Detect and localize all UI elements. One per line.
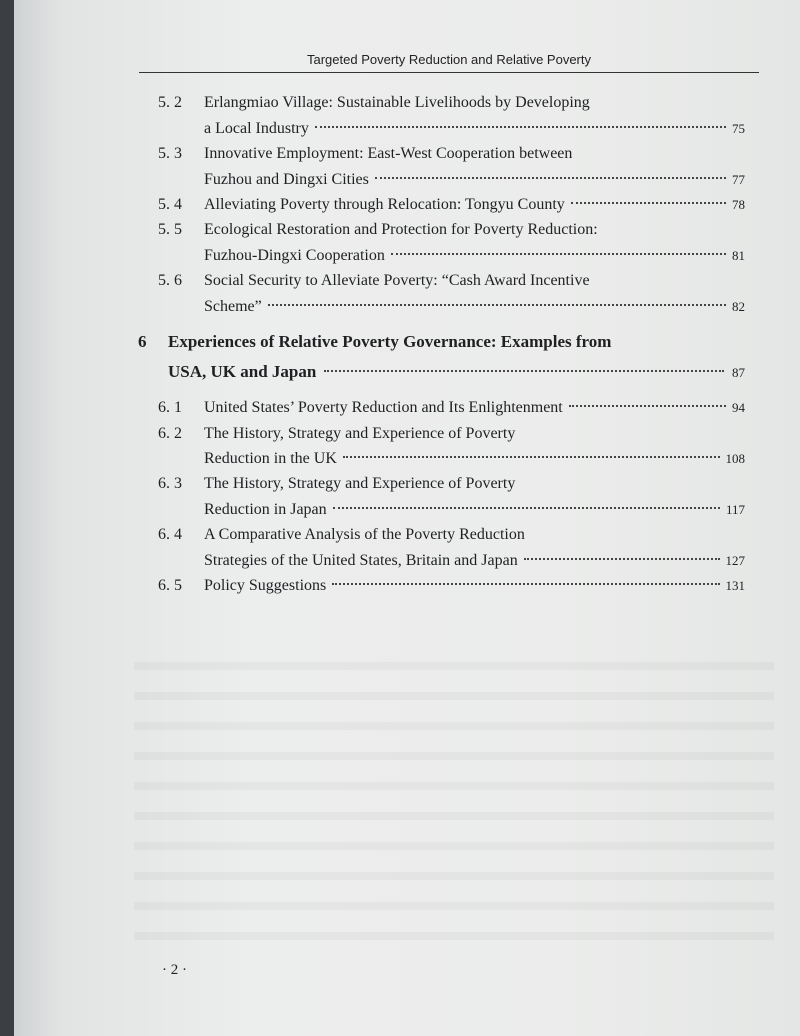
entry-title-line2-row <box>204 246 745 266</box>
dot-leader <box>569 405 726 407</box>
entry-title-line1: Alleviating Poverty through Relocation: Tongyu County <box>204 196 565 213</box>
page-number: 117 <box>725 502 745 517</box>
running-header: Targeted Poverty Reduction and Relative Poverty <box>307 52 591 67</box>
entry-title-line2: Fuzhou-Dingxi Cooperation <box>204 247 385 264</box>
entry-title-row <box>204 398 745 418</box>
book-page <box>14 0 800 1036</box>
entry-number: 5. 5 <box>158 221 182 238</box>
dot-leader <box>391 253 726 255</box>
entry-number: 6. 4 <box>158 526 182 543</box>
entry-number: 6. 2 <box>158 425 182 442</box>
page-number: 87 <box>732 365 745 380</box>
dot-leader <box>315 126 726 128</box>
dot-leader <box>343 456 720 458</box>
entry-title-line2-row <box>204 297 745 317</box>
entry-title-line2: Reduction in the UK <box>204 450 337 467</box>
dot-leader <box>571 202 726 204</box>
page-number: 127 <box>725 553 745 568</box>
entry-title-row <box>204 576 745 596</box>
entry-title-line2: Scheme” <box>204 298 262 315</box>
page-number: 77 <box>732 172 745 187</box>
entry-title-line2: Fuzhou and Dingxi Cities <box>204 171 369 188</box>
entry-title-row <box>204 195 745 215</box>
dot-leader <box>324 370 724 372</box>
entry-title-line2-row <box>204 119 745 139</box>
entry-title-line1: The History, Strategy and Experience of Poverty <box>204 425 516 442</box>
entry-title-line2: Strategies of the United States, Britain and Japan <box>204 552 518 569</box>
dot-leader <box>268 304 726 306</box>
chapter-title-line2-row <box>168 361 745 384</box>
page-number: 78 <box>732 197 745 212</box>
page-number: 131 <box>725 578 745 593</box>
entry-title-line1: Ecological Restoration and Protection for Poverty Reduction: <box>204 221 598 238</box>
entry-title-line1: Innovative Employment: East-West Cooperation between <box>204 145 573 162</box>
entry-number: 6. 5 <box>158 577 182 594</box>
page-number: 75 <box>732 121 745 136</box>
entry-title-line1: United States’ Poverty Reduction and Its Enlightenment <box>204 399 563 416</box>
entry-title-line2-row <box>204 170 745 190</box>
entry-title-line2-row <box>204 449 745 469</box>
chapter-title-line1: Experiences of Relative Poverty Governance: Examples from <box>168 332 612 351</box>
entry-number: 6. 3 <box>158 475 182 492</box>
entry-number: 5. 2 <box>158 94 182 111</box>
header-rule <box>139 72 759 73</box>
dot-leader <box>332 583 719 585</box>
entry-title-line2: Reduction in Japan <box>204 501 327 518</box>
page-number: 108 <box>725 451 745 466</box>
entry-title-line1: The History, Strategy and Experience of Poverty <box>204 475 516 492</box>
page-number: 82 <box>732 299 745 314</box>
entry-title-line2-row <box>204 551 745 571</box>
entry-number: 5. 6 <box>158 272 182 289</box>
entry-title-line1: Policy Suggestions <box>204 577 327 594</box>
entry-title-line2-row <box>204 500 745 520</box>
page-folio: · 2 · <box>162 962 187 978</box>
show-through-text <box>134 640 774 940</box>
chapter-title-line2: USA, UK and Japan <box>168 362 317 381</box>
chapter-number: 6 <box>138 332 147 351</box>
entry-title-line1: Social Security to Alleviate Poverty: “Cash Award Incentive <box>204 272 590 289</box>
page-number: 94 <box>732 400 745 415</box>
entry-number: 5. 4 <box>158 196 182 213</box>
dot-leader <box>333 507 720 509</box>
entry-number: 6. 1 <box>158 399 182 416</box>
entry-number: 5. 3 <box>158 145 182 162</box>
entry-title-line2: a Local Industry <box>204 120 309 137</box>
entry-title-line1: Erlangmiao Village: Sustainable Livelihoods by Developing <box>204 94 590 111</box>
entry-title-line1: A Comparative Analysis of the Poverty Reduction <box>204 526 525 543</box>
page-number: 81 <box>732 248 745 263</box>
dot-leader <box>375 177 726 179</box>
dot-leader <box>524 558 720 560</box>
